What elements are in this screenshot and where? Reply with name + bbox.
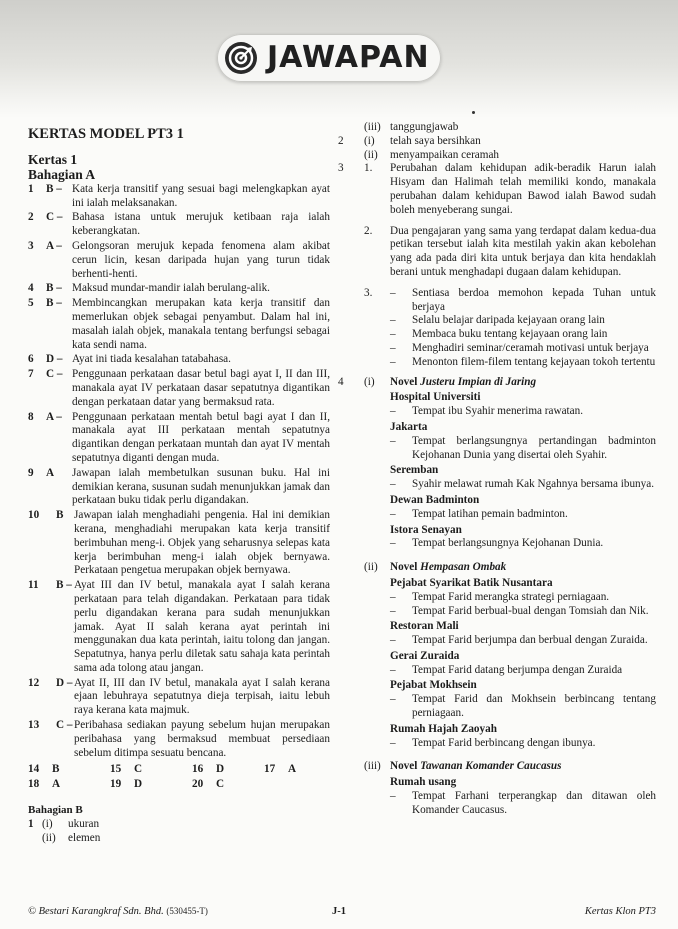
bullet-item (390, 287, 656, 315)
dash-mark: – (390, 328, 396, 341)
novel-roman: (ii) (364, 561, 378, 574)
part-a-heading: Bahagian A (28, 166, 96, 182)
grid-key: C (216, 778, 225, 791)
item-number: 2 (338, 134, 344, 147)
dash-mark: – (390, 537, 396, 550)
answer-number: 6 (28, 353, 34, 366)
place-text: Tempat Farid merangka strategi perniagaan. (412, 590, 610, 603)
dash-mark: – (390, 590, 396, 603)
q3-point-1 (338, 162, 656, 217)
novel-name: Justeru Impian di Jaring (420, 375, 537, 388)
novel-roman: (iii) (364, 760, 381, 773)
novel-title (390, 376, 656, 390)
answer-number: 8 (28, 410, 34, 423)
series-name: Kertas Klon PT3 (584, 906, 656, 917)
bullet-text: Sentiasa berdoa memohon kepada Tuhan untuk berjaya (412, 286, 656, 313)
grid-key: A (52, 778, 61, 791)
point-text: Dua pengajaran yang sama yang terdapat dalam kedua-dua petikan tersebut ialah kita mestilah yakin akan kebolehan yang ada pada diri kita untuk berjaya dan kita hendaklah berani untuk menghadapi dugaan dalam kehidupan. (390, 224, 656, 278)
short-answer-item (338, 121, 656, 135)
dash-mark: – (390, 663, 396, 676)
answer-key: A – (46, 239, 62, 252)
place-text: Tempat Farid berbincang dengan ibunya. (412, 736, 596, 749)
answer-item (28, 719, 330, 760)
answer-number: 11 (28, 579, 39, 592)
answer-item (28, 579, 330, 676)
item-roman: (iii) (364, 121, 381, 133)
answer-key: B – (46, 282, 62, 295)
title-banner (217, 34, 441, 82)
answer-item (28, 368, 330, 409)
short-answer-list (338, 121, 656, 162)
answer-text: Peribahasa sediakan payung sebelum hujan merupakan peribahasa yang bermaksud membuat persediaan sebelum ditimpa sesuatu bencana. (74, 719, 330, 759)
dash-mark: – (390, 478, 396, 491)
bullet-text: Menonton filem-filem tentang kejayaan tokoh tertentu (412, 355, 656, 368)
bullet-item (390, 342, 656, 356)
answer-text: Kata kerja transitif yang sesuai bagi melengkapkan ayat ini ialah melaksanakan. (72, 182, 330, 209)
item-text: telah saya bersihkan (390, 134, 481, 147)
place-item (390, 537, 656, 551)
novel-body (390, 561, 656, 750)
place-item (390, 508, 656, 522)
place-name: Restoran Mali (390, 620, 459, 633)
point-list (390, 287, 656, 370)
grid-key: B (52, 763, 60, 776)
grid-key: A (288, 763, 297, 776)
part-b-heading: Bahagian B (28, 804, 83, 817)
paper-heading: Kertas 1 (28, 151, 78, 167)
answer-key: C – (46, 211, 63, 224)
answer-number: 5 (28, 297, 34, 310)
answer-item (28, 353, 330, 367)
page-title: JAWAPAN (267, 40, 430, 75)
place-item (390, 405, 656, 419)
point-text: Perubahan dalam kehidupan adik-beradik Harun ialah Hisyam dan Halimah telah memiliki kondo, manakala perubahan dalam kehidupan Bawod ialah Bawod sudah boleh menyeberang sungai. (390, 162, 656, 216)
answer-key: C – (46, 368, 63, 381)
point-number: 3. (364, 286, 373, 299)
part-b-item (28, 818, 330, 832)
item-roman: (i) (364, 134, 375, 147)
dash-mark: – (390, 405, 396, 418)
novel-prefix: Novel (390, 375, 421, 388)
place-item (390, 605, 656, 619)
question-number: 4 (338, 375, 344, 388)
copyright-text: © Bestari Karangkraf Sdn. Bhd. (28, 906, 164, 917)
point-number: 2. (364, 224, 373, 237)
print-mark (472, 111, 475, 114)
place-name: Seremban (390, 464, 439, 477)
dash-mark: – (390, 693, 396, 706)
answer-key: D – (46, 353, 63, 366)
novel-name: Tawanan Komander Caucasus (420, 760, 562, 773)
short-answer-item (338, 149, 656, 163)
dash-mark: – (390, 355, 396, 368)
answer-grid (28, 763, 330, 792)
place-name: Rumah Hajah Zaoyah (390, 722, 497, 735)
answer-number: 13 (28, 719, 40, 732)
novel-block (338, 376, 656, 552)
answer-number: 12 (28, 676, 40, 689)
answer-item (28, 297, 330, 352)
novel-block (338, 760, 656, 817)
answer-number: 10 (28, 509, 40, 522)
place-text: Syahir melawat rumah Kak Ngahnya bersama ibunya. (412, 478, 655, 491)
company-code: (530455-T) (166, 906, 208, 916)
item-text: tanggungjawab (390, 121, 459, 133)
answer-grid-row (28, 763, 330, 777)
question-3 (338, 162, 656, 369)
place-item (390, 634, 656, 648)
answer-number: 7 (28, 368, 34, 381)
place-text: Tempat ibu Syahir menerima rawatan. (412, 405, 584, 418)
answer-text: Membincangkan merupakan kata kerja transitif dan memerlukan objek sebagai penyambut. Dalam hal ini, masalah ialah objek, manakala tentang berfungsi sebagai kata sendi nama. (72, 297, 330, 351)
answer-item (28, 183, 330, 211)
dash-mark: – (390, 604, 396, 617)
place-name: Pejabat Mokhsein (390, 679, 477, 692)
answer-list (28, 183, 330, 761)
item-roman: (ii) (364, 148, 378, 161)
copyright (28, 906, 208, 917)
answer-key: B – (46, 297, 62, 310)
dash-mark: – (390, 314, 396, 327)
place-text: Tempat latihan pemain badminton. (412, 507, 568, 520)
left-column (28, 118, 330, 845)
place-name: Istora Senayan (390, 523, 462, 536)
answer-number: 2 (28, 211, 34, 224)
grid-number: 14 (28, 763, 40, 776)
item-roman: (i) (42, 817, 53, 830)
novel-name: Hempasan Ombak (420, 561, 507, 574)
answer-text: Penggunaan perkataan mentah betul bagi ayat I dan II, manakala ayat III perkataan mentah sepatutnya digantikan dengan perkataan muntah dan ayat IV mentah sepatutnya diganti dengan muda. (72, 410, 330, 464)
novel-body (390, 376, 656, 552)
point-number: 1. (364, 162, 373, 175)
place-text: Tempat berlangsungnya pertandingan badminton Kejohanan Dunia yang disertai oleh Syahir. (412, 434, 656, 461)
novel-roman: (i) (364, 375, 375, 388)
part-b-item (28, 832, 330, 846)
grid-number: 17 (264, 763, 276, 776)
answer-number: 9 (28, 466, 34, 479)
dash-mark: – (390, 507, 396, 520)
novel-title (390, 561, 656, 575)
place-name: Hospital Universiti (390, 391, 481, 404)
place-item (390, 693, 656, 721)
answer-key: C – (56, 719, 73, 732)
answer-text: Gelongsoran merujuk kepada fenomena alam akibat cerun licin, kesan daripada hujan yang turun tidak berhenti-henti. (72, 239, 330, 280)
answer-text: Maksud mundar-mandir ialah berulang-alik. (72, 282, 270, 295)
section-heading: KERTAS MODEL PT3 1 (28, 126, 184, 142)
item-number (338, 121, 364, 135)
answer-item (28, 467, 330, 508)
place-item (390, 664, 656, 678)
page-number: J-1 (332, 906, 346, 917)
answer-grid-row (28, 778, 330, 792)
answer-key: D – (56, 676, 73, 689)
answer-item (28, 211, 330, 239)
bullet-item (390, 328, 656, 342)
answer-number: 4 (28, 282, 34, 295)
place-item (390, 591, 656, 605)
place-item (390, 790, 656, 818)
dash-mark: – (390, 736, 396, 749)
answer-key: A (46, 466, 55, 479)
answer-item (28, 509, 330, 578)
place-name: Rumah usang (390, 776, 457, 789)
grid-number (264, 778, 288, 792)
answer-text: Ayat II, III dan IV betul, manakala ayat I salah kerana ejaan lebuhraya sepatutnya dieja terpisah, iaitu lebuh raya kerana kata majmuk. (74, 676, 330, 717)
novel-block (338, 561, 656, 750)
item-roman: (ii) (42, 831, 56, 844)
grid-number: 18 (28, 778, 40, 791)
place-text: Tempat Farhani terperangkap dan ditawan oleh Komander Caucasus. (412, 790, 656, 816)
answer-key: B (56, 509, 64, 522)
bullet-item (390, 356, 656, 370)
place-name: Gerai Zuraida (390, 649, 460, 662)
answer-text: Jawapan ialah menghadiahi pengenia. Hal ini demikian kerana, menghadiahi merupakan kata kerja transitif berimbuhan meng-i. Objek yang seharusnya selepas kata kerja berimbuhan meng-i ialah objek bernyawa. Perkataan pengetua merupakan objek bernyawa. (74, 509, 330, 577)
answer-number: 1 (28, 182, 34, 195)
place-name: Jakarta (390, 420, 428, 433)
place-item (390, 435, 656, 463)
place-text: Tempat berlangsungnya Kejohanan Dunia. (412, 537, 604, 550)
bullet-text: Menghadiri seminar/ceramah motivasi untuk berjaya (412, 341, 649, 354)
answer-key: B – (46, 182, 62, 195)
question-4 (338, 376, 656, 818)
question-number (338, 760, 364, 817)
answer-text: Penggunaan perkataan dasar betul bagi ayat I, II dan III, manakala ayat IV perkataan dasar sepatutnya digantikan dengan perkataan datar yang bermaksud rata. (72, 368, 330, 408)
grid-number: 19 (110, 778, 122, 791)
item-text: menyampaikan ceramah (390, 148, 500, 161)
place-item (390, 737, 656, 751)
dash-mark: – (390, 286, 396, 299)
novel-body (390, 760, 656, 817)
place-text: Tempat Farid datang berjumpa dengan Zuraida (412, 663, 623, 676)
answer-number: 3 (28, 239, 34, 252)
item-number: 1 (28, 817, 34, 830)
grid-key: D (216, 763, 225, 776)
answer-item (28, 282, 330, 296)
grid-key: D (134, 778, 143, 791)
question-number (338, 561, 364, 750)
answer-text: Ayat III dan IV betul, manakala ayat I salah kerana perkataan para telah digandakan. Perkataan para tidak perlu digandakan kerana para sudah menunjukkan jamak. Ayat II salah kerana ayat perintah ini menggunakan dua kata perintah, iaitu tolong dan jangan. Sepatutnya, hanya perlu diletak satu sahaja kata perintah sama ada tolong atau jangan. (74, 579, 330, 674)
place-text: Tempat Farid berjumpa dan berbual dengan Zuraida. (412, 634, 648, 647)
answer-item (28, 677, 330, 718)
grid-number: 20 (192, 778, 204, 791)
novel-prefix: Novel (390, 760, 421, 773)
bullet-text: Membaca buku tentang kejayaan orang lain (412, 328, 608, 341)
place-text: Tempat Farid berbual-bual dengan Tomsiah dan Nik. (412, 604, 649, 617)
dash-mark: – (390, 434, 396, 447)
grid-key (288, 778, 318, 792)
novel-prefix: Novel (390, 561, 421, 574)
place-text: Tempat Farid dan Mokhsein berbincang tentang perniagaan. (412, 693, 656, 720)
item-text: ukuran (68, 817, 100, 830)
answer-text: Bahasa istana untuk merujuk ketibaan raja ialah keberangkatan. (72, 211, 330, 238)
answer-item (28, 240, 330, 281)
place-name: Pejabat Syarikat Batik Nusantara (390, 576, 553, 589)
part-b-list (28, 818, 330, 846)
dash-mark: – (390, 790, 396, 803)
answer-text: Jawapan ialah membetulkan susunan buku. Hal ini demikian kerana, susunan sudah menunjukkan jamak dan perkataan buku tidak perlu digandakan. (72, 466, 330, 507)
question-number (338, 287, 364, 370)
item-number (338, 149, 364, 163)
novel-title (390, 760, 656, 774)
place-item (390, 478, 656, 492)
grid-number: 15 (110, 763, 122, 776)
q3-point-3 (338, 287, 656, 370)
grid-number: 16 (192, 763, 204, 776)
grid-key: C (134, 763, 143, 776)
bullet-item (390, 314, 656, 328)
item-number (28, 832, 42, 846)
item-text: elemen (68, 831, 101, 844)
q3-point-2 (338, 225, 656, 280)
place-name: Dewan Badminton (390, 493, 480, 506)
short-answer-item (338, 135, 656, 149)
dash-mark: – (390, 341, 396, 354)
answer-key: A – (46, 410, 62, 423)
target-icon (225, 42, 257, 74)
dash-mark: – (390, 634, 396, 647)
question-number: 3 (338, 162, 344, 175)
answer-item (28, 411, 330, 466)
right-column (338, 121, 656, 818)
answer-key: B – (56, 579, 72, 592)
bullet-text: Selalu belajar daripada kejayaan orang lain (412, 314, 605, 327)
question-number (338, 225, 364, 280)
answer-text: Ayat ini tiada kesalahan tatabahasa. (72, 353, 231, 366)
